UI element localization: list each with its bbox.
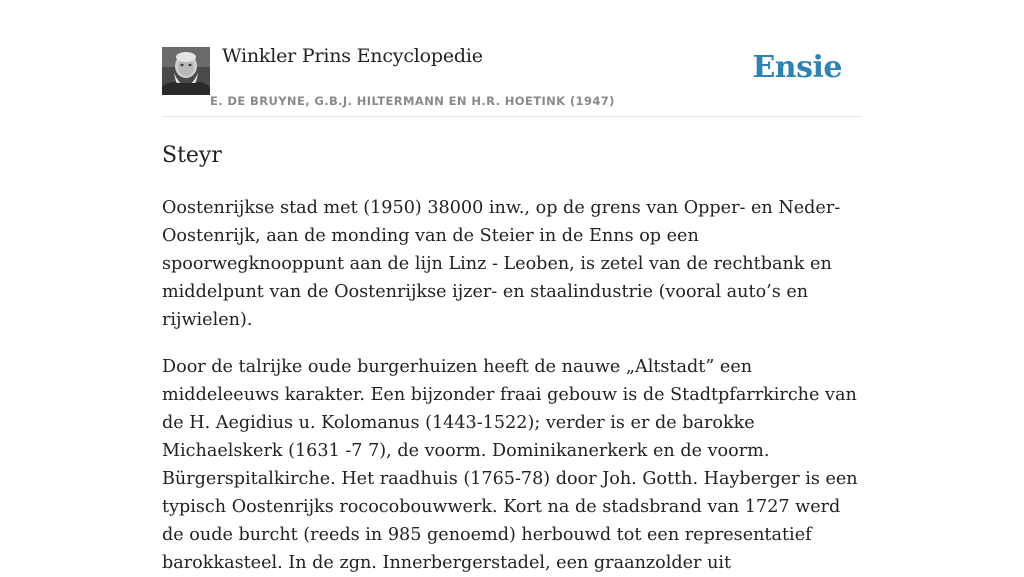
header: [162, 0, 862, 117]
article-paragraph: Door de talrijke oude burgerhuizen heeft de nauwe „Altstadt” een middeleeuws karakter. Een bijzonder fraai gebouw is de Stadtpfarrkirche van de H. Aegidius u. Kolomanus (1443-1522); verder is er de barokke Michaelskerk (1631 -7 7), de voorm. Dominikanerkerk en de voorm. Bürgerspitalkirche. Het raadhuis (1765-78) door Joh. Gotth. Hayberger is een typisch Oostenrijks rococobouwwerk. Kort na de stadsbrand van 1727 werd de oude burcht (reeds in 985 genoemd) herbouwd tot een representatief barokkasteel. In de zgn. Innerbergerstadel, een graanzolder uit: [162, 357, 858, 573]
article-body: [162, 194, 862, 577]
article-title: Steyr: [162, 143, 222, 168]
article-paragraph: Oostenrijkse stad met (1950) 38000 inw., op de grens van Opper- en Neder-Oostenrijk, aan de monding van de Steier in de Enns op een spoorwegknooppunt aan de lijn Linz - Leoben, is zetel van de rechtbank en middelpunt van de Oostenrijkse ijzer- en staalindustrie (vooral auto’s en rijwielen).: [162, 198, 841, 330]
site-title[interactable]: Winkler Prins Encyclopedie: [222, 45, 483, 67]
author-portrait-icon: [162, 47, 210, 95]
content-container: [162, 0, 862, 577]
author-avatar[interactable]: [162, 47, 210, 95]
ensie-logo[interactable]: Ensie: [752, 50, 842, 85]
author-credits: E. DE BRUYNE, G.B.J. HILTERMANN EN H.R. HOETINK (1947): [210, 94, 615, 108]
